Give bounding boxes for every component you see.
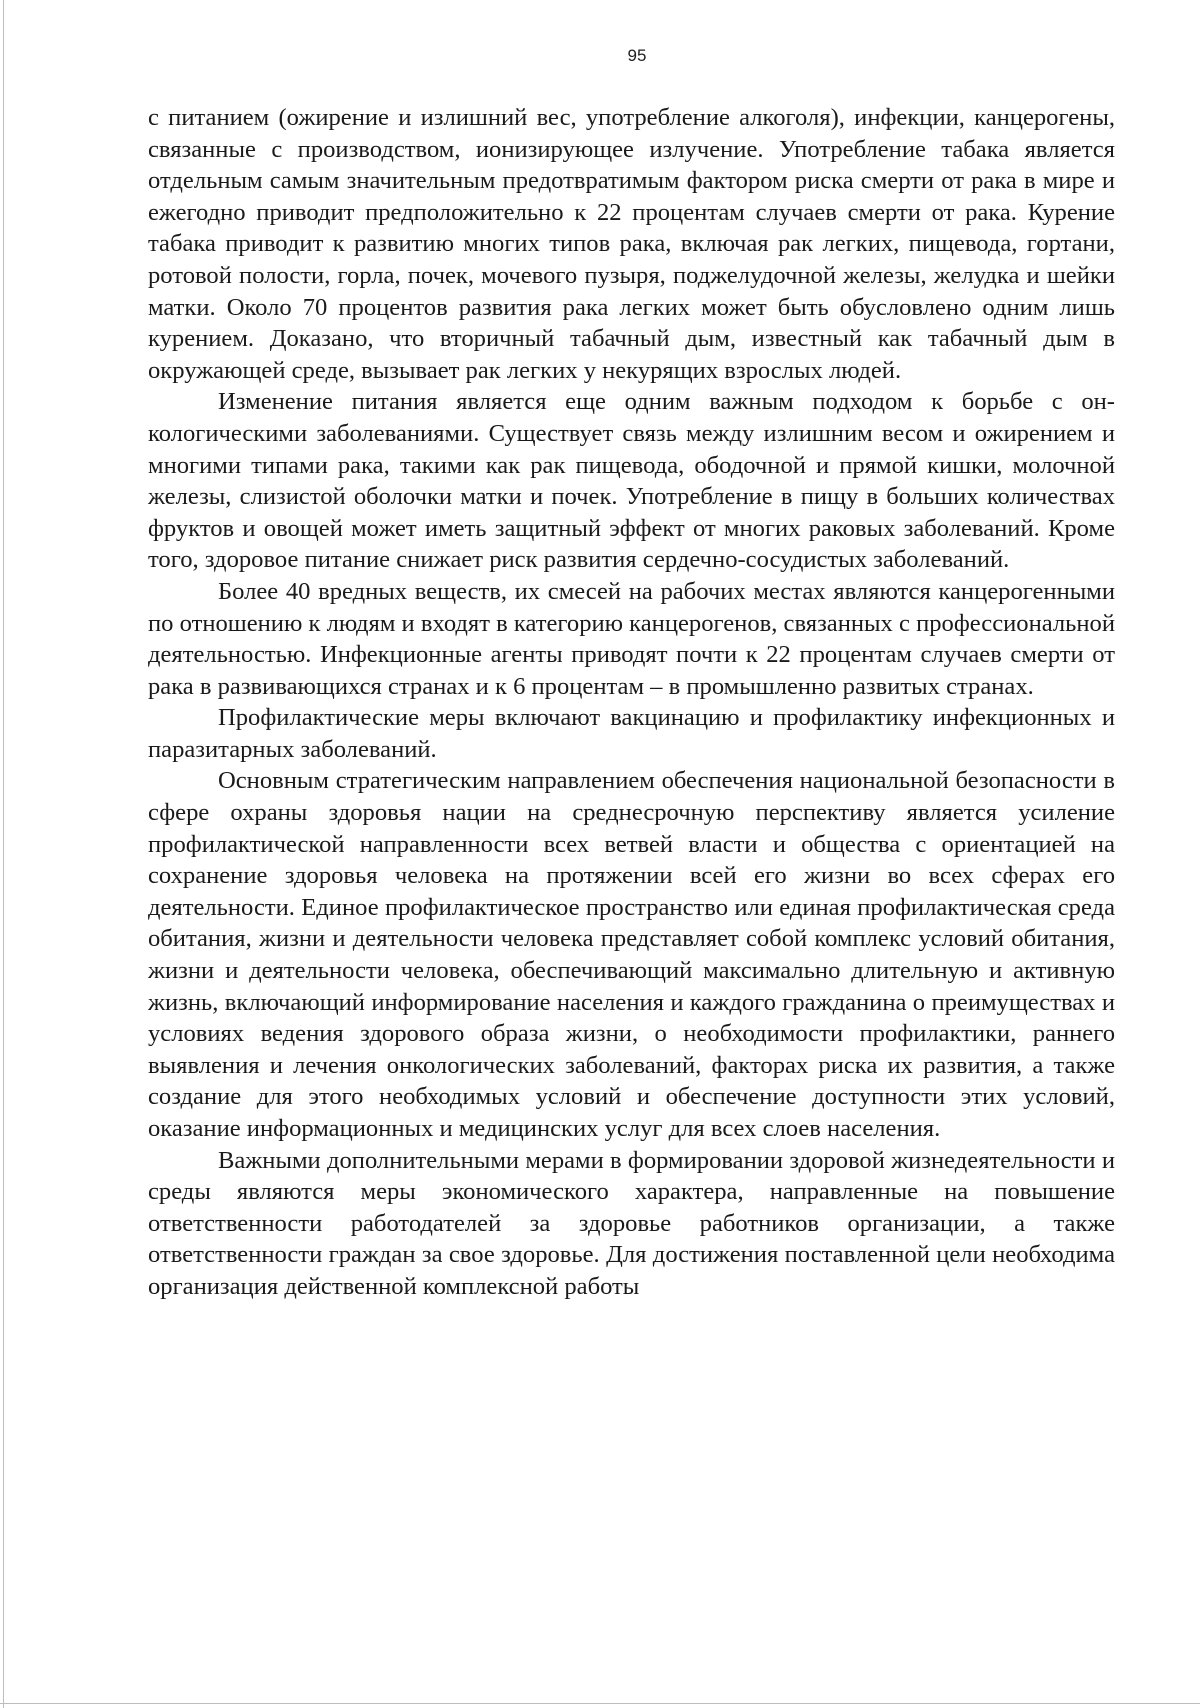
paragraph-economic-measures: Важными дополнительными мерами в формировании здоровой жизнедеятельности и среды являются меры экономического характера, направленные на повышение ответственности работодателей за здоровье работников организации, а также ответственности граждан за свое здоровье. Для достижения поставленной цели необходима организация действенной комплексной работы [148,1146,1115,1300]
paragraph-continuation: с питанием (ожирение и излишний вес, употребление алкоголя), инфекции, канцерогены, связанные с производством, ионизирующее излучение. Употребление табака является отдельным самым значительным предотвратимым фактором риска смерти от рака в мире и ежегодно приводит предположительно к 22 процентам случаев смерти от рака. Курение табака приводит к развитию многих типов рака, включая рак легких, пищевода, гортани, ротовой полости, горла, почек, мочевого пузыря, поджелудочной железы, желудка и шейки матки. Около 70 процентов развития рака легких может быть обусловлено одним лишь курением. Доказано, что вторичный табачный дым, известный как табачный дым в окружающей среде, вызывает рак легких у некурящих взрослых людей. [148,104,1115,384]
paragraph-carcinogens: Более 40 вредных веществ, их смесей на рабочих местах являются канцерогенными по отношению к людям и входят в категорию канцерогенов, связанных с профессиональной деятельностью. Инфекционные агенты приводят почти к 22 процентам случаев смерти от рака в развивающихся странах и к 6 процентам – в промышленно развитых странах. [148,577,1115,700]
paragraph-strategy: Основным стратегическим направлением обеспечения национальной безопасности в сфере охраны здоровья нации на среднесрочную перспективу является усиление профилактической направленности всех ветвей власти и общества с ориентацией на сохранение здоровья человека на протяжении всей его жизни во всех сферах его деятельности. Единое профилактическое пространство или единая профилактическая среда обитания, жизни и деятельности человека представляет собой комплекс условий обитания, жизни и деятельности человека, обеспечивающий максимально длительную и активную жизнь, включающий информирование населения и каждого гражданина о преимуществах и условиях ведения здорового образа жизни, о необходимости профилактики, раннего выявления и лечения онкологических заболеваний, факторах риска их развития, а также создание для этого необходимых условий и обеспечение доступности этих условий, оказание информационных и медицинских услуг для всех слоев населения. [148,767,1115,1142]
text-body [148,102,1115,1303]
scan-edge-bottom [0,1703,1200,1704]
paragraph-prevention-measures: Профилактические меры включают вакцинацию и профилактику инфекционных и паразитарных заболеваний. [148,704,1115,763]
scan-edge-left [3,0,4,1708]
page-number: 95 [627,46,647,65]
paragraph-nutrition: Изменение питания является еще одним важным подходом к борьбе с онкологическими заболеваниями. Существует связь между излишним весом и ожирением и многими типами рака, такими как рак пищевода, ободочной и прямой кишки, молочной железы, слизистой оболочки матки и почек. Употребление в пищу в больших количествах фруктов и овощей может иметь защитный эффект от многих раковых заболеваний. Кроме того, здоровое питание снижает риск развития сердечно-сосудистых заболеваний. [148,388,1115,574]
